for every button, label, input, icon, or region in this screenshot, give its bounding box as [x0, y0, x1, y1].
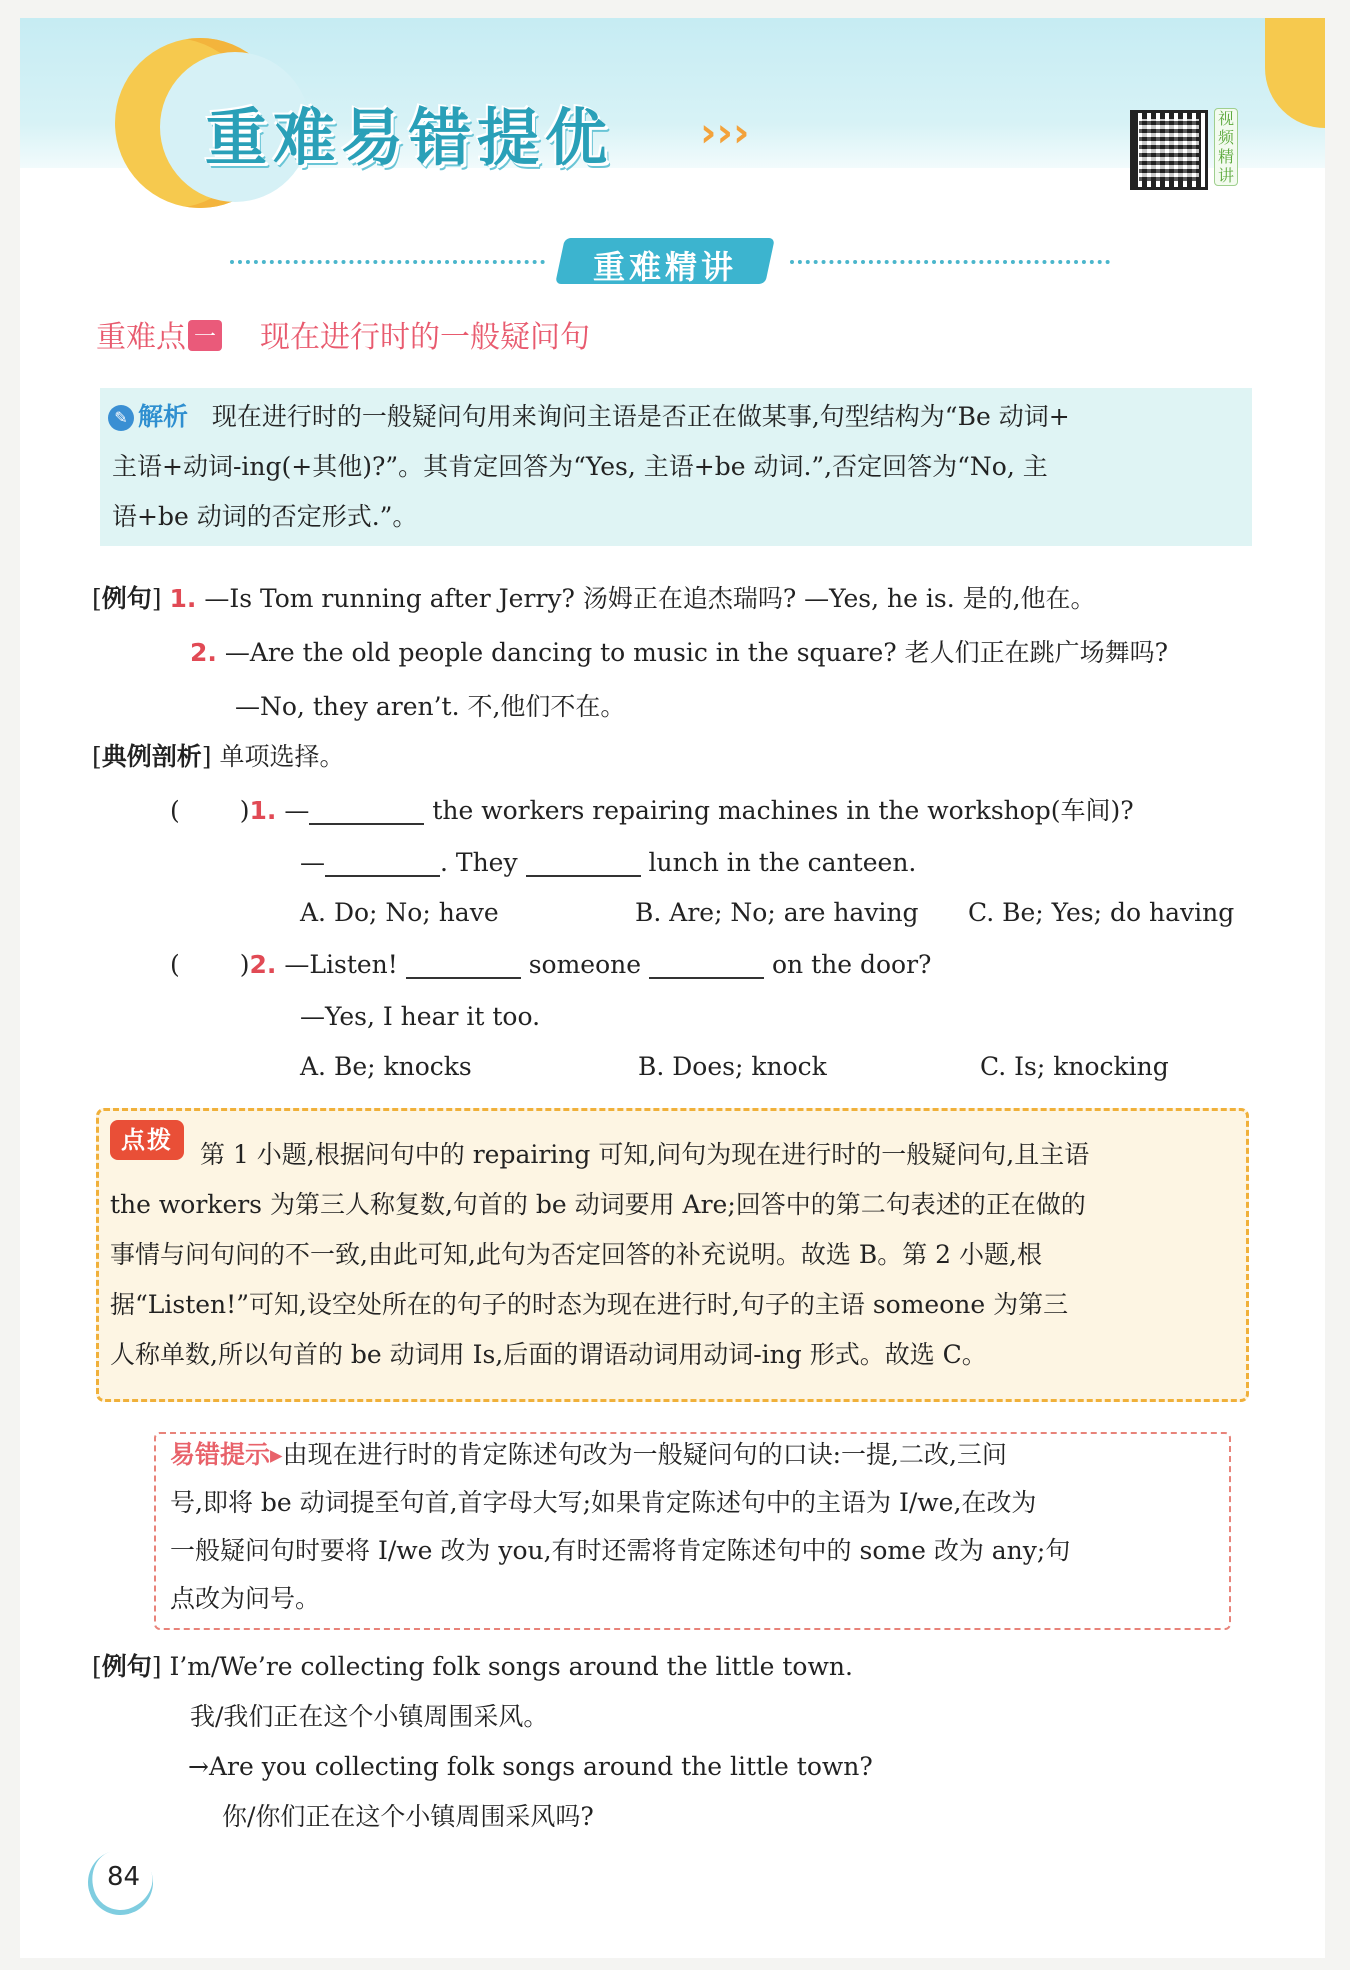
section-header: [230, 238, 1110, 288]
q1-blank-3[interactable]: [526, 851, 641, 877]
example2-transform: [188, 1742, 873, 1792]
tip-line-2: the workers 为第三人称复数,句首的 be 动词要用 Are;回答中的第二句表述的正在做的: [110, 1190, 1086, 1219]
section-title: 重难精讲: [592, 248, 737, 286]
example-1-number: 1.: [169, 584, 197, 613]
example-2-number: 2.: [190, 638, 217, 667]
tip-line-4: 据“Listen!”可知,设空处所在的句子的时态为现在进行时,句子的主语 someone 为第三: [110, 1290, 1069, 1319]
analysis-line-1: [108, 392, 1070, 442]
q1-text-2b: lunch in the canteen.: [648, 848, 917, 877]
qr-label: 视频精讲: [1214, 108, 1238, 186]
tip-line-3: 事情与问句问的不一致,由此可知,此句为否定回答的补充说明。故选 B。第 2 小题,根: [110, 1240, 1042, 1269]
warning-line-4: 点改为问号。: [170, 1584, 321, 1613]
tip-line-5: 人称单数,所以句首的 be 动词用 Is,后面的谓语动词用动词-ing 形式。故选 C。: [110, 1340, 987, 1369]
banner-title: 重难易错提优: [205, 101, 614, 174]
key-point-number: 一: [188, 320, 222, 351]
example-2-sentence: [例句] I’m/We’re collecting folk songs around the little town.: [92, 1652, 853, 1681]
example2-zh1: 我/我们正在这个小镇周围采风。: [190, 1702, 549, 1731]
pencil-icon: ✎: [108, 405, 134, 431]
qr-code-icon[interactable]: [1130, 110, 1208, 190]
answer-paren-open: (: [170, 796, 180, 825]
dotted-divider-left: [230, 260, 545, 264]
example2-zh2: 你/你们正在这个小镇周围采风吗?: [222, 1802, 594, 1831]
q1-dash-2: —: [300, 848, 325, 877]
practice-label: 典例剖析: [101, 742, 202, 771]
q1-dash: —: [284, 796, 310, 825]
warning-line-1: [170, 1430, 1007, 1480]
key-point-label: 重难点: [96, 320, 186, 355]
example2-en2: Are you collecting folk songs around the little town?: [208, 1752, 873, 1781]
question-1: [170, 786, 1134, 836]
answer-paren-close-2: ): [239, 950, 250, 979]
q1-blank-2[interactable]: [325, 851, 440, 877]
question-1-line-2: [300, 838, 916, 888]
q2-text-1c: on the door?: [771, 950, 932, 979]
example-1: [例句] 1. —Is Tom running after Jerry? 汤姆正在追杰瑞吗? —Yes, he is. 是的,他在。: [92, 584, 1096, 613]
tip-line-1: 第 1 小题,根据问句中的 repairing 可知,问句为现在进行时的一般疑问句,且主语: [200, 1140, 1090, 1169]
question-1-number: 1.: [249, 796, 277, 825]
dotted-divider-right: [790, 260, 1110, 264]
answer-paren-open-2: (: [170, 950, 180, 979]
q2-blank-1[interactable]: [406, 953, 521, 979]
q2-answer-line: —Yes, I hear it too.: [300, 1002, 541, 1031]
example-2-text: —Are the old people dancing to music in the square? 老人们正在跳广场舞吗?: [224, 638, 1169, 667]
analysis-label: 解析: [138, 402, 189, 431]
question-2: [170, 940, 931, 990]
warning-label: 易错提示: [170, 1440, 271, 1469]
example-2: [190, 628, 1168, 678]
page-number: 84: [107, 1862, 141, 1892]
analysis-line-3: 语+be 动词的否定形式.”。: [112, 502, 418, 531]
arrow-right-icon: ▸: [270, 1440, 283, 1469]
q2-option-a[interactable]: A. Be; knocks: [300, 1052, 472, 1081]
q2-option-b[interactable]: B. Does; knock: [638, 1052, 827, 1081]
q2-text-1b: someone: [528, 950, 642, 979]
practice-instruction: 单项选择。: [219, 742, 345, 771]
question-2-number: 2.: [249, 950, 277, 979]
q1-option-b[interactable]: B. Are; No; are having: [635, 898, 919, 927]
practice-heading: [典例剖析] 单项选择。: [92, 742, 345, 771]
q1-text-2a: . They: [440, 848, 518, 877]
key-point-heading: [96, 312, 590, 356]
example-2-answer: —No, they aren’t. 不,他们不在。: [235, 692, 626, 721]
q1-option-a[interactable]: A. Do; No; have: [300, 898, 499, 927]
example2-label: 例句: [101, 1652, 152, 1681]
warning-text-1: 由现在进行时的肯定陈述句改为一般疑问句的口诀:一提,二改,三问: [282, 1440, 1007, 1469]
arrow-icon: →: [188, 1752, 209, 1781]
decorative-arrows-icon: ›››: [700, 110, 750, 156]
q1-text-1: the workers repairing machines in the workshop(车间)?: [432, 796, 1134, 825]
q2-text-1a: —Listen!: [284, 950, 398, 979]
example-1-text: —Is Tom running after Jerry? 汤姆正在追杰瑞吗? —Yes, he is. 是的,他在。: [204, 584, 1096, 613]
q1-option-c[interactable]: C. Be; Yes; do having: [968, 898, 1235, 927]
answer-paren-close: ): [239, 796, 250, 825]
example2-en1: I’m/We’re collecting folk songs around the little town.: [169, 1652, 853, 1681]
warning-line-3: 一般疑问句时要将 I/we 改为 you,有时还需将肯定陈述句中的 some 改为 any;句: [170, 1536, 1071, 1565]
q2-blank-2[interactable]: [649, 953, 764, 979]
key-point-title: 现在进行时的一般疑问句: [260, 320, 591, 355]
warning-line-2: 号,即将 be 动词提至句首,首字母大写;如果肯定陈述句中的主语为 I/we,在改为: [170, 1488, 1037, 1517]
analysis-text-1: 现在进行时的一般疑问句用来询问主语是否正在做某事,句型结构为“Be 动词+: [211, 402, 1070, 431]
q1-blank-1[interactable]: [309, 799, 424, 825]
tip-label: 点拨: [110, 1120, 184, 1160]
q2-option-c[interactable]: C. Is; knocking: [980, 1052, 1169, 1081]
examples-label: 例句: [101, 584, 152, 613]
analysis-line-2: 主语+动词-ing(+其他)?”。其肯定回答为“Yes, 主语+be 动词.”,否定回答为“No, 主: [112, 452, 1048, 481]
